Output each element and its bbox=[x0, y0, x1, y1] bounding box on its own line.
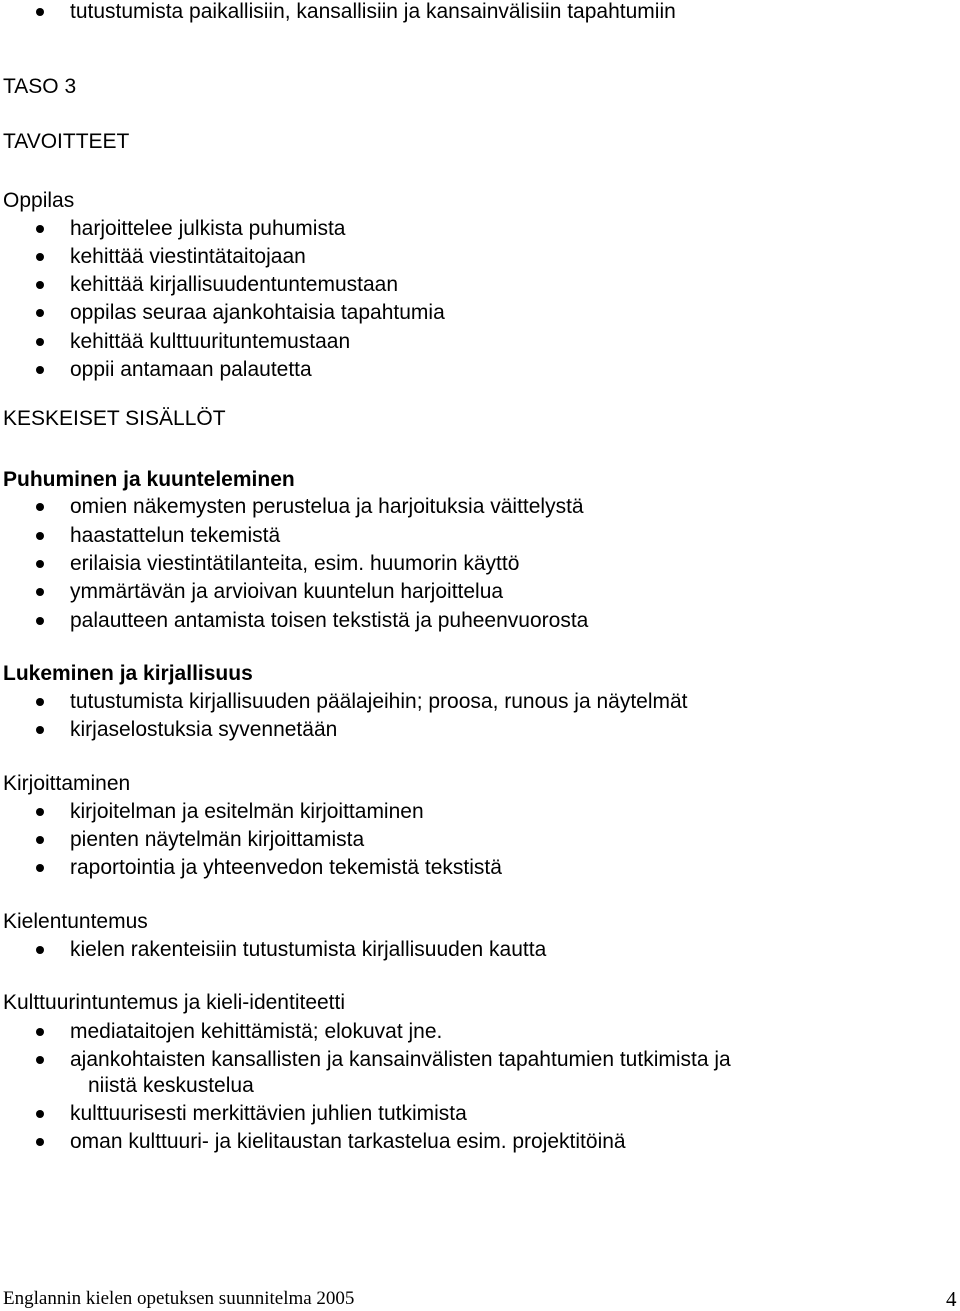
page-number: 4 bbox=[946, 1287, 957, 1311]
bullet-icon bbox=[36, 503, 44, 511]
list-item-text: tutustumista paikallisiin, kansallisiin ja kansainvälisiin tapahtumiin bbox=[70, 0, 676, 23]
goal-item bbox=[70, 216, 345, 242]
content-heading: KESKEISET SISÄLLÖT bbox=[3, 407, 226, 430]
list-item bbox=[70, 689, 688, 715]
list-item bbox=[70, 717, 337, 743]
list-item-text: oman kulttuuri- ja kielitaustan tarkastelua esim. projektitöinä bbox=[70, 1130, 626, 1153]
list-item-text: erilaisia viestintätilanteita, esim. huumorin käyttö bbox=[70, 552, 520, 575]
section-title: Lukeminen ja kirjallisuus bbox=[3, 662, 253, 685]
section-title: Puhuminen ja kuunteleminen bbox=[3, 468, 295, 491]
bullet-icon bbox=[36, 532, 44, 540]
goal-text: kehittää kulttuurituntemustaan bbox=[70, 330, 351, 353]
section-title: Kulttuurintuntemus ja kieli-identiteetti bbox=[3, 991, 346, 1014]
bullet-icon bbox=[36, 617, 44, 625]
goal-text: kehittää kirjallisuudentuntemustaan bbox=[70, 273, 399, 296]
goal-item bbox=[70, 329, 350, 355]
goal-item bbox=[70, 244, 306, 270]
footer-text: Englannin kielen opetuksen suunnitelma 2005 bbox=[3, 1288, 355, 1309]
list-item-text: niistä keskustelua bbox=[88, 1074, 254, 1097]
bullet-icon bbox=[36, 8, 44, 16]
bullet-icon bbox=[36, 1056, 44, 1064]
bullet-icon bbox=[36, 864, 44, 872]
bullet-icon bbox=[36, 281, 44, 289]
bullet-icon bbox=[36, 698, 44, 706]
goal-item bbox=[70, 272, 398, 298]
list-item bbox=[70, 608, 588, 634]
list-item-text: kirjoitelman ja esitelmän kirjoittaminen bbox=[70, 800, 424, 823]
list-item bbox=[70, 1019, 442, 1045]
list-item-text: ymmärtävän ja arvioivan kuuntelun harjoittelua bbox=[70, 580, 504, 603]
list-item bbox=[70, 855, 502, 881]
list-item-text: omien näkemysten perustelua ja harjoituksia väittelystä bbox=[70, 495, 584, 518]
list-item bbox=[70, 1101, 467, 1127]
list-item bbox=[70, 0, 676, 25]
list-item-text: kulttuurisesti merkittävien juhlien tutkimista bbox=[70, 1102, 467, 1125]
bullet-icon bbox=[36, 1028, 44, 1036]
bullet-icon bbox=[36, 726, 44, 734]
list-item-text: kirjaselostuksia syvennetään bbox=[70, 718, 338, 741]
list-item-text: ajankohtaisten kansallisten ja kansainvälisten tapahtumien tutkimista ja bbox=[70, 1048, 731, 1071]
bullet-icon bbox=[36, 588, 44, 596]
list-item-text: kielen rakenteisiin tutustumista kirjallisuuden kautta bbox=[70, 938, 547, 961]
bullet-icon bbox=[36, 309, 44, 317]
goal-text: oppii antamaan palautetta bbox=[70, 358, 312, 381]
goal-text: oppilas seuraa ajankohtaisia tapahtumia bbox=[70, 301, 445, 324]
list-item-text: haastattelun tekemistä bbox=[70, 524, 281, 547]
bullet-icon bbox=[36, 836, 44, 844]
list-item bbox=[70, 579, 503, 605]
list-item-text: tutustumista kirjallisuuden päälajeihin; proosa, runous ja näytelmät bbox=[70, 690, 688, 713]
bullet-icon bbox=[36, 1110, 44, 1118]
list-item-continuation bbox=[88, 1073, 254, 1099]
list-item-text: raportointia ja yhteenvedon tekemistä tekstistä bbox=[70, 856, 502, 879]
list-item bbox=[70, 1129, 626, 1155]
list-item bbox=[70, 523, 280, 549]
goal-item bbox=[70, 300, 445, 326]
bullet-icon bbox=[36, 253, 44, 261]
level-heading: TASO 3 bbox=[3, 75, 77, 98]
list-item bbox=[70, 799, 424, 825]
bullet-icon bbox=[36, 946, 44, 954]
bullet-icon bbox=[36, 366, 44, 374]
list-item-text: mediataitojen kehittämistä; elokuvat jne. bbox=[70, 1020, 443, 1043]
goal-text: harjoittelee julkista puhumista bbox=[70, 217, 346, 240]
bullet-icon bbox=[36, 1138, 44, 1146]
section-title: Kirjoittaminen bbox=[3, 772, 131, 795]
list-item bbox=[70, 937, 546, 963]
list-item bbox=[70, 1047, 731, 1073]
bullet-icon bbox=[36, 225, 44, 233]
list-item bbox=[70, 551, 519, 577]
list-item-text: pienten näytelmän kirjoittamista bbox=[70, 828, 365, 851]
goal-item bbox=[70, 357, 312, 383]
student-label: Oppilas bbox=[3, 189, 75, 212]
bullet-icon bbox=[36, 560, 44, 568]
goals-heading: TAVOITTEET bbox=[3, 130, 130, 153]
bullet-icon bbox=[36, 338, 44, 346]
bullet-icon bbox=[36, 808, 44, 816]
goal-text: kehittää viestintätaitojaan bbox=[70, 245, 306, 268]
section-title: Kielentuntemus bbox=[3, 910, 148, 933]
list-item bbox=[70, 494, 584, 520]
list-item-text: palautteen antamista toisen tekstistä ja puheenvuorosta bbox=[70, 609, 589, 632]
list-item bbox=[70, 827, 364, 853]
